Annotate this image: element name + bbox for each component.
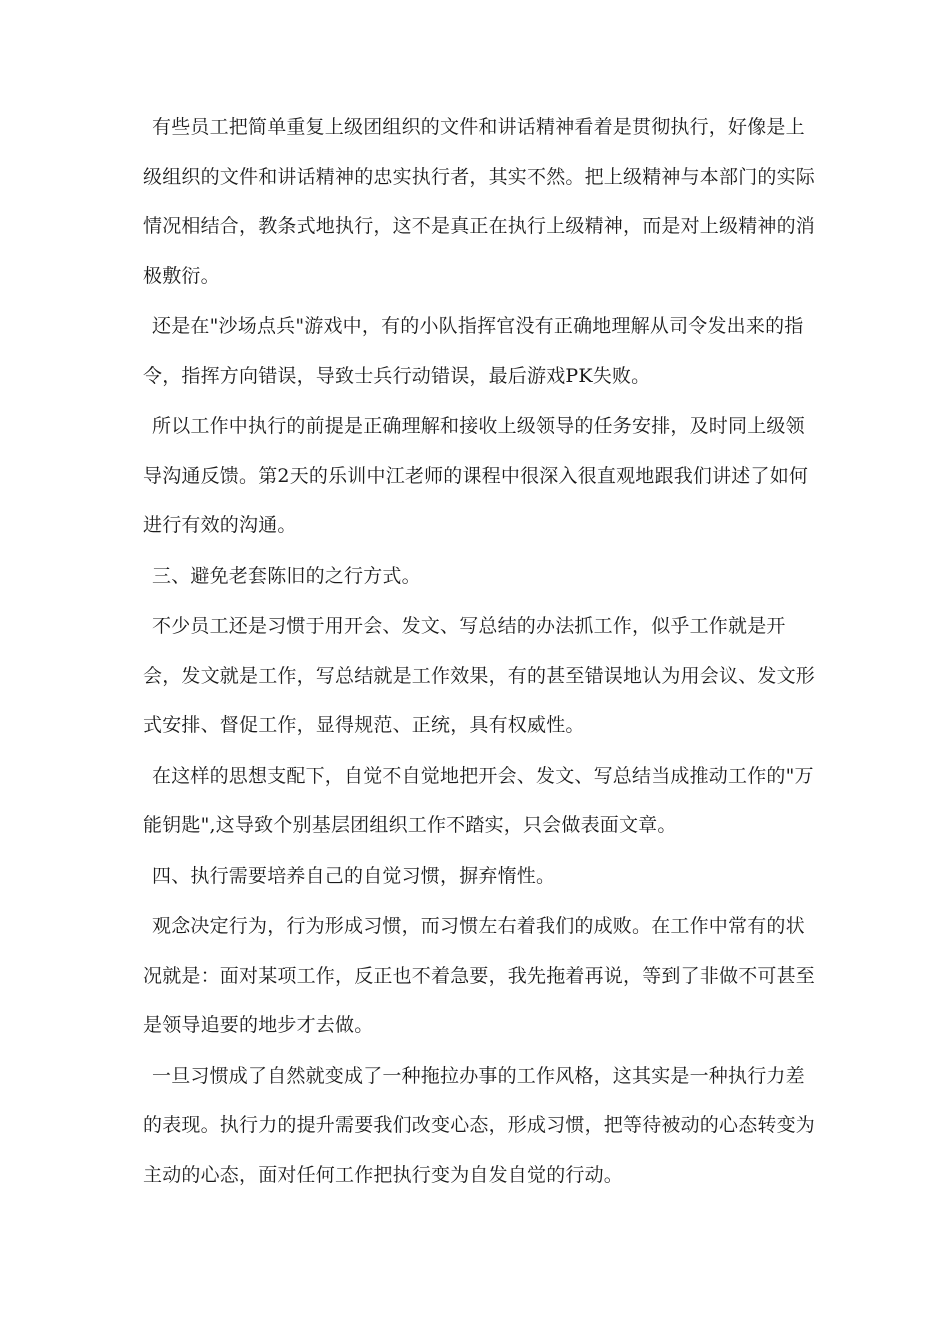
document-body [143, 103, 818, 1201]
paragraph-3: 所以工作中执行的前提是正确理解和接收上级领导的任务安排，及时同上级领导沟通反馈。第2天的乐训中江老师的课程中很深入很直观地跟我们讲述了如何进行有效的沟通。 [143, 415, 809, 536]
paragraph-6: 观念决定行为，行为形成习惯，而习惯左右着我们的成败。在工作中常有的状况就是：面对某项工作，反正也不着急要，我先拖着再说，等到了非做不可甚至是领导追要的地步才去做。 [143, 915, 816, 1036]
paragraph-1: 有些员工把简单重复上级团组织的文件和讲话精神看着是贯彻执行，好像是上级组织的文件和讲话精神的忠实执行者，其实不然。把上级精神与本部门的实际情况相结合，教条式地执行，这不是真正在执行上级精神，而是对上级精神的消极敷衍。 [143, 116, 816, 287]
section-heading-3: 三、避免老套陈旧的之行方式。 [152, 564, 421, 587]
section-heading-4: 四、执行需要培养自己的自觉习惯，摒弃惰性。 [152, 864, 556, 887]
paragraph-7: 一旦习惯成了自然就变成了一种拖拉办事的工作风格，这其实是一种执行力差的表现。执行力的提升需要我们改变心态，形成习惯，把等待被动的心态转变为主动的心态，面对任何工作把执行变为自发自觉的行动。 [143, 1064, 816, 1186]
paragraph-5: 在这样的思想支配下，自觉不自觉地把开会、发文、写总结当成推动工作的"万能钥匙",这导致个别基层团组织工作不踏实，只会做表面文章。 [143, 764, 814, 836]
paragraph-4: 不少员工还是习惯于用开会、发文、写总结的办法抓工作，似乎工作就是开会，发文就是工作，写总结就是工作效果，有的甚至错误地认为用会议、发文形式安排、督促工作，显得规范、正统，具有权威性。 [143, 615, 816, 736]
paragraph-2: 还是在"沙场点兵"游戏中，有的小队指挥官没有正确地理解从司令发出来的指令，指挥方向错误，导致士兵行动错误，最后游戏PK失败。 [143, 315, 804, 387]
